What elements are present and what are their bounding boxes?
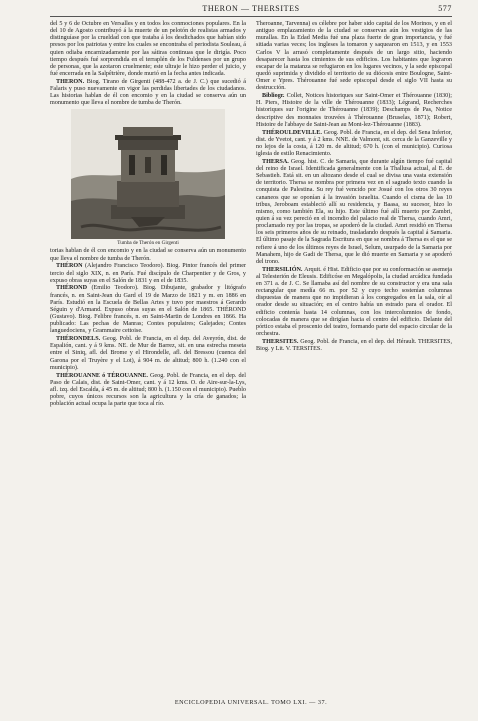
tomb-of-theron-engraving	[71, 109, 225, 239]
entry-therond: THÉROND (Emilio Teodoro). Biog. Dibujante, grabador y litógrafo francés, n. en Saint-Jean du Gard el 19 de Marzo de 1821 y m. en 1886 en París. Estudió en la Escuela de Bellas Artes y tuvo por maestros á Gerardo Séguin y d'Armand. Expuso obras suyas en el Salón de 1865. THÉROND (Gustavo). Biog. Felibre francés, n. en Saint-Martin de Londres en 1866. Ha publicado: Las pechas de Manras; Contes populaires; Galejades; Contes languedociens, y Grammaire cettoise.	[50, 285, 247, 335]
page-footer: ENCICLOPEDIA UNIVERSAL. TOMO LXI. — 37.	[174, 699, 328, 706]
entry-therouanne: THÉROUANNE ó TÉROUANNE. Geog. Pobl. de Francia, en el dep. del Paso de Calais, dist. de Saint-Omer, cant. y á 12 kms. O. de Aire-sur-la-Lys, afl. izq. del Escalda, á 45 m. de altitud; 800 h. (1.150 con el municipio). Pueblo pobre, cuyos únicos recursos son la agricultura y la cría de ganados; la población actual ocupa la parte que toca al río.	[50, 372, 246, 408]
entry-thersa: THERSA. Geog. hist. C. de Samaria, que durante algún tiempo fué capital del reino de Israel. Identificada generalmente con la Thallusa actual, al E. de Sebastieh. Está sit. en un altozano desde el cual se divisa una vasta extensión de territorio. Thersa se nombra por primera vez en el sagrado texto cuando la conquista de Palestina. Su rey fué vencido por Josué con los otros 30 reyes cananeos que se oponían á la invasión israelita. Cuando el cisma de las 10 tribus, Jeroboam estableció allí su residencia, y Baasa, su sucesor, hizo lo mismo, como también Ela, su hijo. Este último fué allí muerto por Zambri, quien á su vez pereció en el incendio del palacio real de Thersa, cuando Amri, proclamado rey por las tropas, se apoderó de la ciudad. Amri residió en Thersa los seis primeros años de su reinado, trasladando después la capital á Samaria. El último pasaje de la Sagrada Escritura en que se nombra á Thersa es el que se refiere á uno de los últimos reyes de Israel, Selum, usurpado de la Samaria por Manahem, hijo de Gadi de Thersa, que le dió muerte en Samaria y se apoderó del trono.	[256, 158, 453, 265]
left-column	[50, 21, 246, 409]
entry-thersites: THERSITES. Geog. Pobl. de Francia, en el dep. del Hérault. THERSITES, Biog. y Lit. V. TERSITES.	[256, 338, 452, 352]
right-column	[256, 21, 452, 409]
figure-tomb	[50, 109, 246, 246]
running-title: THERON — THERSITES	[202, 4, 300, 13]
entry-thersilion: THERSILIÓN. Arquit. é Hist. Edificio que por su conformación se asemeja al Telesterión de Eleusis. Edificóse en Megalópolis, la ciudad arcádica fundada en 371 a. de J. C. Se llamaba así del nombre de su constructor y era una sala rectangular que medía 66 m. por 52 y cuyo techo sostenían columnas dispuestas de manera que no impidieran á los congregados en la sala, oír al orador desde su situación; en el centro había un estrado para el orador. El edificio contenía hasta 14 columnas, con los intercolumnios de fondo, colocadas de manera que se dirigían hacia el centro del edificio. Delante del pórtico estaba el proscenio del teatro, formando parte del espacio circular de la orchestra.	[256, 266, 452, 338]
running-header	[50, 4, 452, 17]
paragraph: Theroanne, Tarvenna) es célebre por haber sido capital de los Morinos, y en el antiguo emplazamiento de la ciudad se conservan aún los vestigios de las murallas. En la Edad Media fué una plaza fuerte de gran importancia, y fué sitiada varias veces; los ingleses la tomaron y saquearon en 1513, y en 1553 Carlos V la arrasó completamente después de un largo sitio, haciendo desaparecer hasta los cimientos de sus edificios. Los habitantes que lograron escapar de la matanza se refugiaron en los lugares vecinos, y la sede episcopal quedó suprimida y dividido el territorio de su diócesis entre Boulogne, Saint-Omer e Ypres. Thérouanne fué sede episcopal desde el siglo VII hasta su destrucción.	[256, 21, 452, 92]
entry-bibliogr: Bibliogr. Collet, Notices historiques sur Saint-Omer et Thérouanne (1830); H. Piers, Histoire de la ville de Thérouanne (1833); Légrand, Recherches historiques sur l'origine de Thérouanne (1839); Deschamps de Pas, Notice descriptive des monnaies trouvées à Thérouanne (Bruselas, 1871); Robert, Histoire de l'abbaye de Saint-Jean au Mont-lez-Thérouanne (1883).	[256, 93, 452, 128]
two-column-body	[50, 21, 452, 409]
entry-theron-alexandre: THÉRON (Alejandro Francisco Teodoro). Biog. Pintor francés del primer tercio del siglo XIX, n. en París. Fué discípulo de Charpentier y de Gros, y expuso obras suyas en el Salón de 1831 y en el de 1835.	[50, 263, 246, 284]
paragraph: del 5 y 6 de Octubre en Versalles y en todos los conmociones populares. En la del 10 de Agosto contribuyó á la muerte de un pelotón de realistas armados y distinguíase por la crueldad con que trataba á los desdichados que habían sido presos por los patriotas y entre los cuales se encontraba el periodista Souleau, á quien odiaba encarnizadamente por las sátiras continuas que le dirigía. Poco tiempo después fué sorprendida en el terraplén de los Fuldenses por un grupo de personas, que la azotaron cruelmente; este ultraje le hizo perder el juicio, y fué encerrada en la Salpêtrière, donde murió en la fecha antes indicada.	[50, 21, 246, 78]
page-number: 577	[438, 4, 452, 13]
entry-theron: THERON. Biog. Tirano de Girgenti (488-472 a. de J. C.) que sucedió á Falaris y puso nuevamente en vigor las perdidas libertades de los ciudadanos. Las historias hablan de él con encomio y en la ciudad se conserva aún un monumento que lleva el nombre de tumba de Therón.	[50, 78, 247, 107]
entry-therondels: THÉRONDELS. Geog. Pobl. de Francia, en el dep. del Aveyrón, dist. de Espalión, cant. y á 9 kms. NE. de Mur de Barrez, sit. en una estrecha meseta entre el Siniq, afl. del Brome y el Hirondelle, afl. del Bressou (cuenca del Garona por el Truyère y el Lot), á 904 m. de altitud; 800 h. (1.240 con el municipio).	[50, 336, 246, 371]
paragraph: torias hablan de él con encomio y en la ciudad se conserva aún un monumento que lleva el nombre de tumba de Therón.	[50, 248, 246, 262]
figure-caption: Tumba de Therón en Girgenti	[117, 240, 179, 247]
entry-therouldeville: THÉROULDEVILLE. Geog. Pobl. de Francia, en el dep. del Sena Inferior, dist. de Yvetot, cant. y á 2 kms. NNE. de Valmont, sit. cerca de la Ganzeville y no lejos de la costa, á 120 m. de altitud; 670 h. (con el municipio). Curiosa iglesia de estilo Renacimiento.	[256, 129, 453, 157]
